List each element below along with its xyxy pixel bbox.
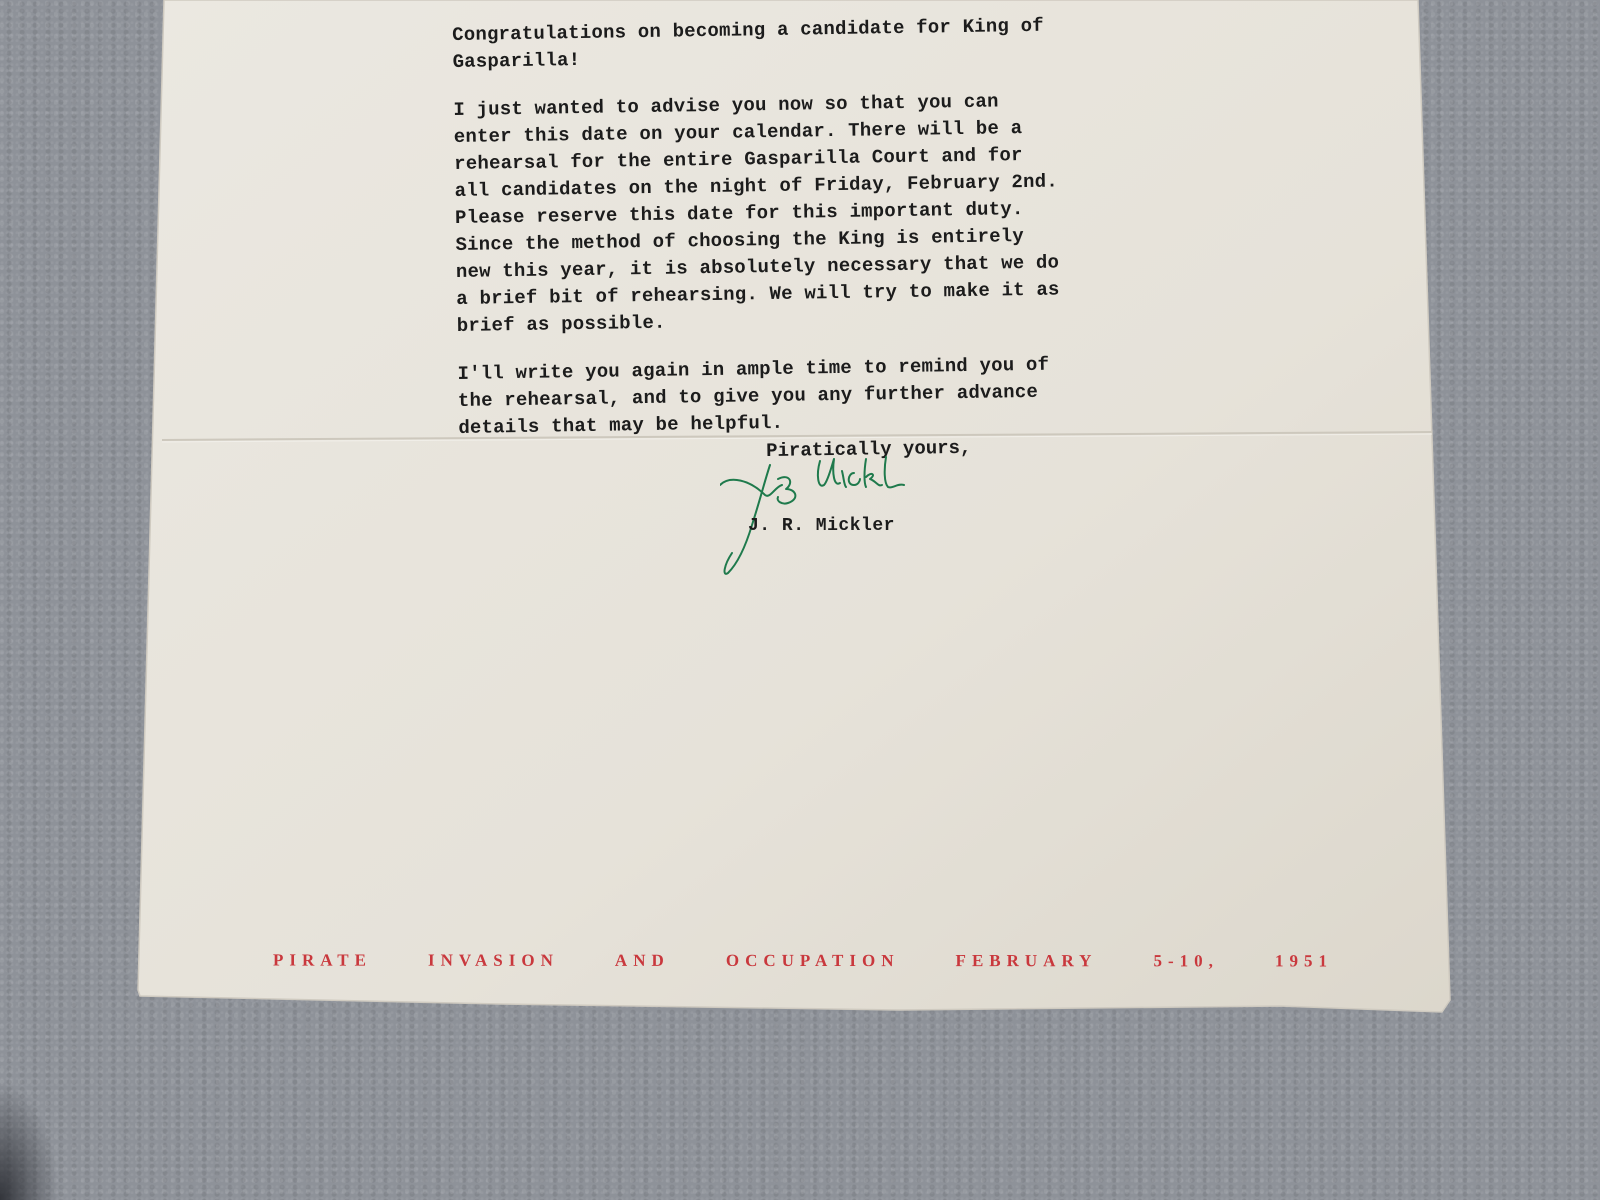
footer-word: AND <box>614 950 670 970</box>
footer-word: PIRATE <box>272 950 372 970</box>
closing-line: Piratically yours, <box>766 436 972 462</box>
letterhead-footer <box>273 951 1333 972</box>
footer-word: OCCUPATION <box>725 950 900 971</box>
paragraph-congratulations: Congratulations on becoming a candidate for King of Gasparilla! <box>452 14 1045 73</box>
footer-word: FEBRUARY <box>955 951 1098 971</box>
footer-word: 1951 <box>1274 951 1333 971</box>
paragraph-followup: I'll write you again in ample time to remind you of the rehearsal, and to give you any further advance details that may be helpful. <box>457 353 1050 439</box>
paragraph-rehearsal: I just wanted to advise you now so that you can enter this date on your calendar. There will be a rehearsal for the entire Gasparilla Court and for all candidates on the night of Friday, February 2nd. Please reserve this date for this important duty. Since the method of choosing the King is entirely new this year, it is absolutely necessary that we do a brief bit of rehearsing. We will try to make it as brief as possible. <box>453 90 1060 337</box>
letter-body <box>452 11 1139 463</box>
typed-signer-name: J. R. Mickler <box>748 516 895 536</box>
footer-word: INVASION <box>428 950 559 970</box>
footer-word: 5-10, <box>1153 951 1219 971</box>
